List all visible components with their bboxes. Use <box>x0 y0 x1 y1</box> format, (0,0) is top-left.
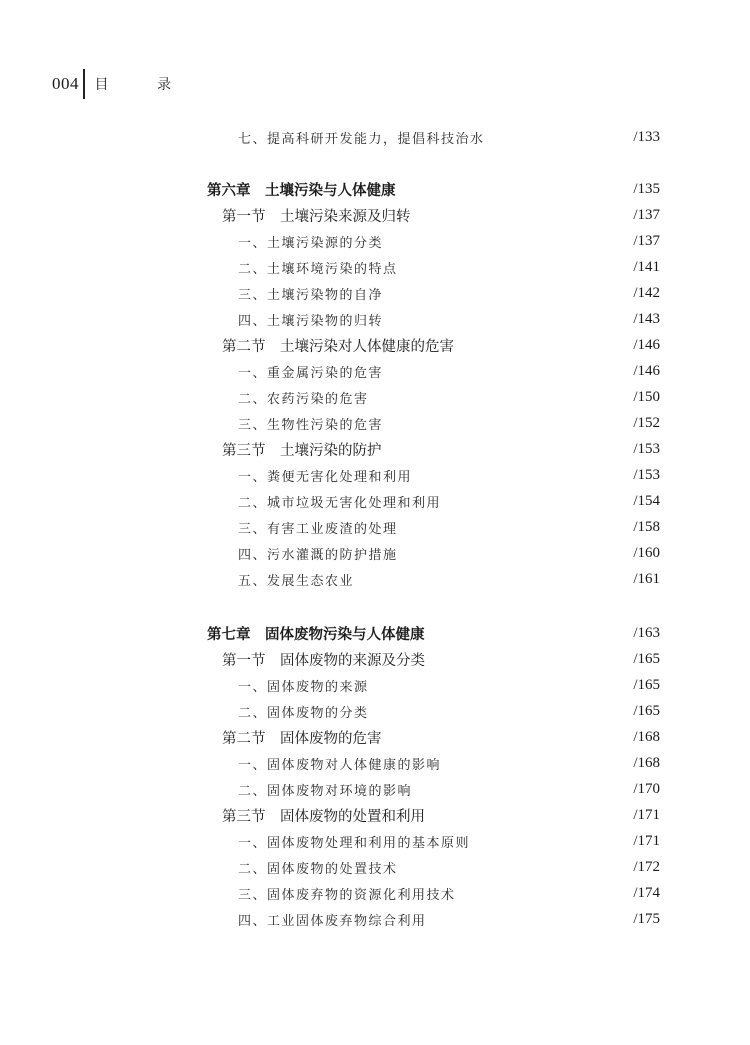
entry-page-number: /165 <box>633 676 660 693</box>
entry-page-number: /143 <box>633 310 660 327</box>
toc-item-entry <box>0 125 750 149</box>
entry-title: 一、固体废物对人体健康的影响 <box>238 757 442 773</box>
toc-section-entry <box>0 803 750 827</box>
entry-page-number: /135 <box>633 180 660 197</box>
running-header <box>52 66 193 102</box>
entry-title: 第三节 土壤污染的防护 <box>222 442 382 459</box>
header-divider <box>83 69 85 99</box>
entry-page-number: /137 <box>633 232 660 249</box>
entry-title: 一、重金属污染的危害 <box>238 365 384 381</box>
entry-page-number: /158 <box>633 518 660 535</box>
entry-title: 七、提高科研开发能力，提倡科技治水 <box>238 131 485 147</box>
toc-item-entry <box>0 777 750 801</box>
toc-item-entry <box>0 567 750 591</box>
entry-page-number: /146 <box>633 362 660 379</box>
entry-title: 四、工业固体废弃物综合利用 <box>238 913 427 929</box>
entry-title: 第二节 固体废物的危害 <box>222 730 382 747</box>
entry-page-number: /165 <box>633 650 660 667</box>
entry-page-number: /141 <box>633 258 660 275</box>
entry-title: 三、生物性污染的危害 <box>238 417 384 433</box>
entry-page-number: /174 <box>633 884 660 901</box>
entry-title: 四、土壤污染物的归转 <box>238 313 384 329</box>
toc-item-entry <box>0 411 750 435</box>
entry-page-number: /142 <box>633 284 660 301</box>
entry-title: 三、有害工业废渣的处理 <box>238 521 398 537</box>
entry-title: 五、发展生态农业 <box>238 573 355 589</box>
toc-item-entry <box>0 855 750 879</box>
entry-page-number: /146 <box>633 336 660 353</box>
entry-title: 二、固体废物对环境的影响 <box>238 783 413 799</box>
entry-title: 第三节 固体废物的处置和利用 <box>222 808 425 825</box>
entry-page-number: /150 <box>633 388 660 405</box>
page-number: 004 <box>52 74 79 93</box>
entry-title: 二、农药污染的危害 <box>238 391 369 407</box>
entry-page-number: /152 <box>633 414 660 431</box>
entry-title: 四、污水灌溉的防护措施 <box>238 547 398 563</box>
toc-chapter-entry <box>0 177 750 201</box>
entry-page-number: /137 <box>633 206 660 223</box>
entry-title: 第二节 土壤污染对人体健康的危害 <box>222 338 454 355</box>
entry-title: 三、固体废弃物的资源化利用技术 <box>238 887 456 903</box>
toc-section-entry <box>0 647 750 671</box>
entry-title: 一、土壤污染源的分类 <box>238 235 384 251</box>
entry-page-number: /163 <box>633 624 660 641</box>
entry-title: 第一节 固体废物的来源及分类 <box>222 652 425 669</box>
entry-title: 二、城市垃圾无害化处理和利用 <box>238 495 442 511</box>
entry-title: 一、固体废物的来源 <box>238 679 369 695</box>
toc-section-entry <box>0 437 750 461</box>
entry-page-number: /153 <box>633 466 660 483</box>
toc-item-entry <box>0 829 750 853</box>
entry-title: 二、固体废物的分类 <box>238 705 369 721</box>
entry-page-number: /170 <box>633 780 660 797</box>
toc-item-entry <box>0 541 750 565</box>
toc-section-entry <box>0 203 750 227</box>
entry-title: 第七章 固体废物污染与人体健康 <box>207 626 425 643</box>
entry-page-number: /172 <box>633 858 660 875</box>
toc-item-entry <box>0 385 750 409</box>
entry-title: 二、固体废物的处置技术 <box>238 861 398 877</box>
entry-page-number: /168 <box>633 728 660 745</box>
toc-item-entry <box>0 673 750 697</box>
entry-page-number: /175 <box>633 910 660 927</box>
toc-section-entry <box>0 725 750 749</box>
entry-title: 一、粪便无害化处理和利用 <box>238 469 413 485</box>
entry-title: 第一节 土壤污染来源及归转 <box>222 208 411 225</box>
entry-page-number: /161 <box>633 570 660 587</box>
toc-item-entry <box>0 907 750 931</box>
toc-item-entry <box>0 255 750 279</box>
entry-title: 一、固体废物处理和利用的基本原则 <box>238 835 471 851</box>
running-title: 目 录 <box>94 77 193 93</box>
toc-item-entry <box>0 281 750 305</box>
toc-item-entry <box>0 229 750 253</box>
entry-page-number: /165 <box>633 702 660 719</box>
entry-page-number: /133 <box>633 128 660 145</box>
entry-title: 第六章 土壤污染与人体健康 <box>207 182 396 199</box>
toc-item-entry <box>0 359 750 383</box>
entry-page-number: /171 <box>633 806 660 823</box>
entry-page-number: /160 <box>633 544 660 561</box>
toc-item-entry <box>0 699 750 723</box>
entry-page-number: /154 <box>633 492 660 509</box>
toc-item-entry <box>0 751 750 775</box>
entry-page-number: /153 <box>633 440 660 457</box>
toc-item-entry <box>0 881 750 905</box>
entry-title: 二、土壤环境污染的特点 <box>238 261 398 277</box>
entry-page-number: /171 <box>633 832 660 849</box>
toc-item-entry <box>0 307 750 331</box>
toc-item-entry <box>0 489 750 513</box>
toc-chapter-entry <box>0 621 750 645</box>
toc-item-entry <box>0 463 750 487</box>
toc-item-entry <box>0 515 750 539</box>
entry-page-number: /168 <box>633 754 660 771</box>
toc-section-entry <box>0 333 750 357</box>
entry-title: 三、土壤污染物的自净 <box>238 287 384 303</box>
